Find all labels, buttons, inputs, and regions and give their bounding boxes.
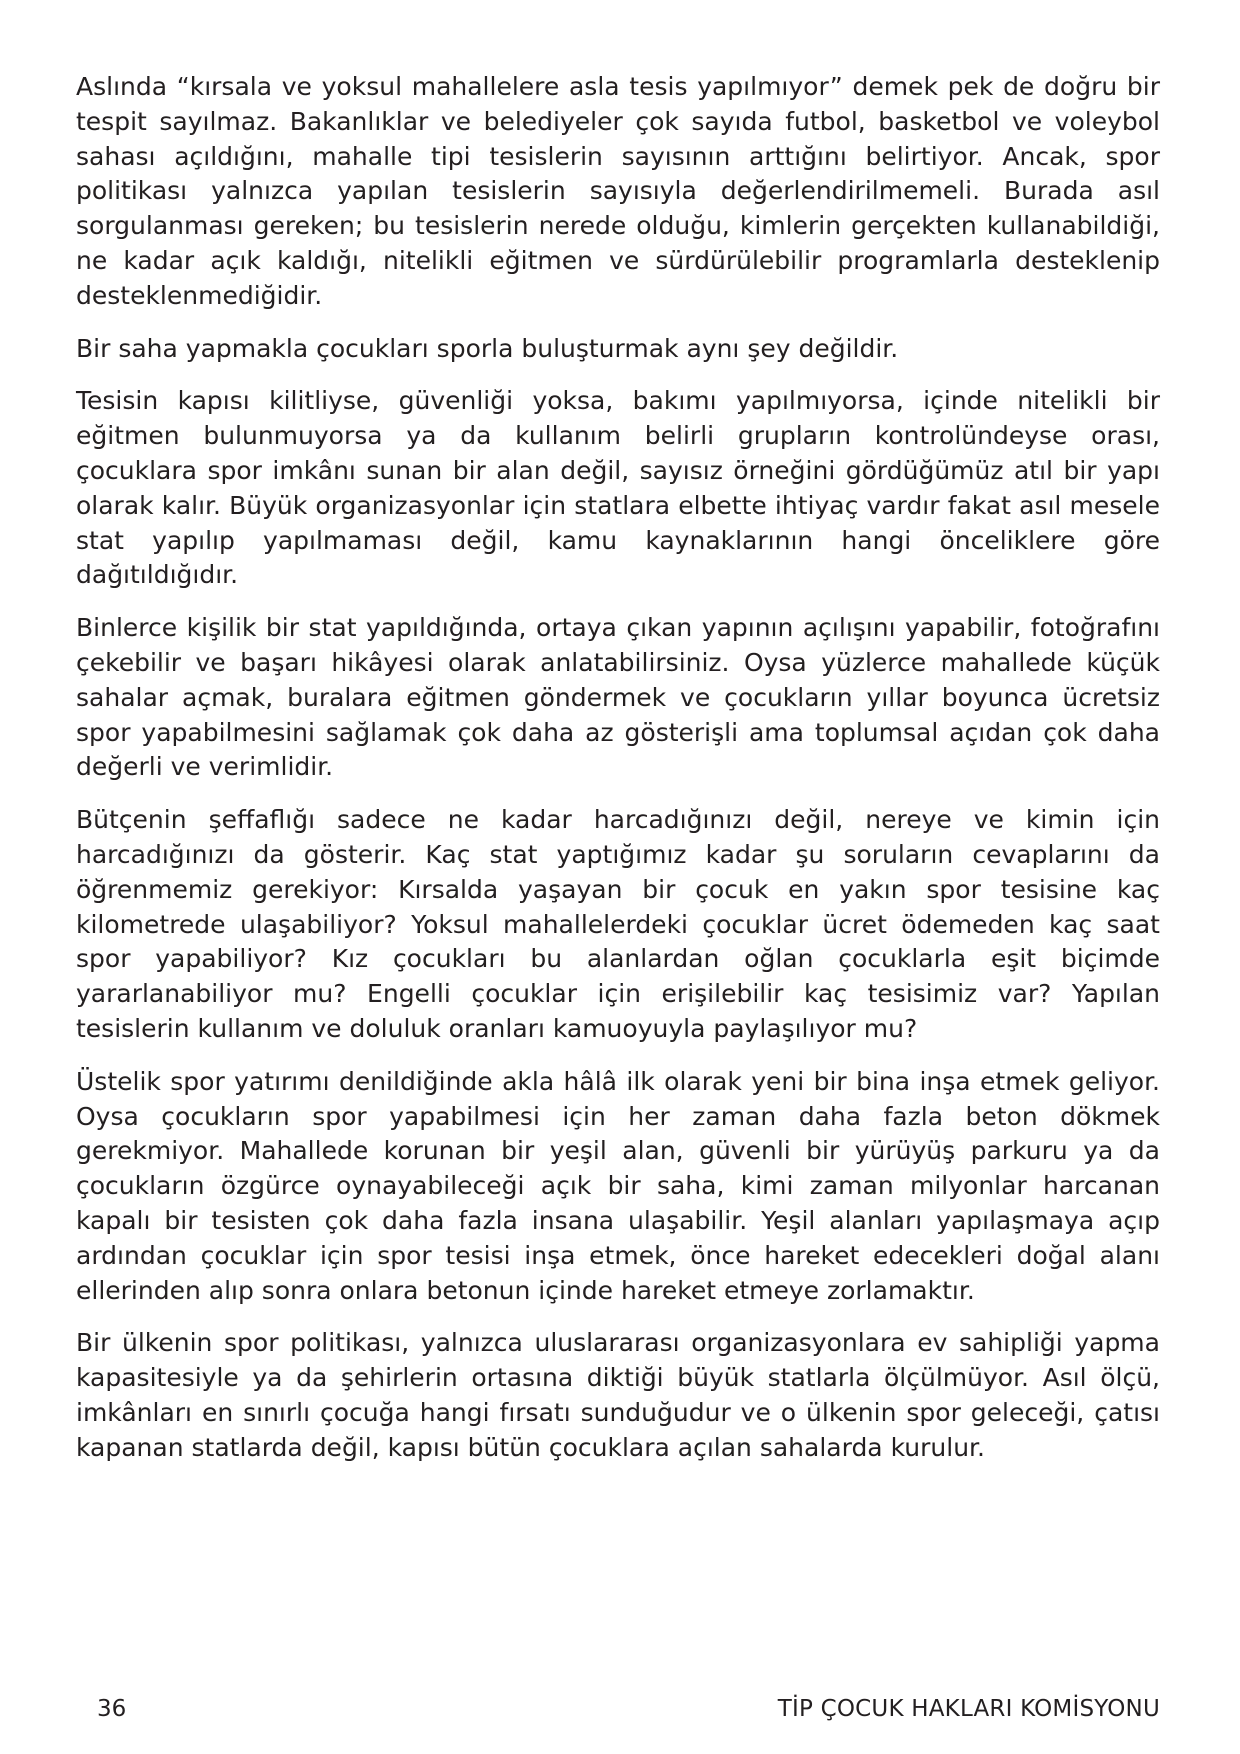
paragraph-1: Aslında “kırsala ve yoksul mahallelere asla tesis yapılmıyor” demek pek de doğru bir tespit sayılmaz. Bakanlıklar ve belediyeler çok sayıda futbol, basketbol ve voleybol sahası açıldığını, mahalle tipi tesislerin sayısının arttığını belirtiyor. Ancak, spor politikası yalnızca yapılan tesislerin sayısıyla değerlendirilmemeli. Burada asıl sorgulanması gereken; bu tesislerin nerede olduğu, kimlerin gerçekten kullanabildiği, ne kadar açık kaldığı, nitelikli eğitmen ve sürdürülebilir programlarla desteklenip desteklenmediğidir. [76,72,1160,310]
paragraph-6: Üstelik spor yatırımı denildiğinde akla hâlâ ilk olarak yeni bir bina inşa etmek geliyor. Oysa çocukların spor yapabilmesi için her zaman daha fazla beton dökmek gerekmiyor. Mahallede korunan bir yeşil alan, güvenli bir yürüyüş parkuru ya da çocukların özgürce oynayabileceği açık bir saha, kimi zaman milyonlar harcanan kapalı bir tesisten çok daha fazla insana ulaşabilir. Yeşil alanları yapılaşmaya açıp ardından çocuklar için spor tesisi inşa etmek, önce hareket edecekleri doğal alanı ellerinden alıp sonra onlara betonun içinde hareket etmeye zorlamaktır. [76,1066,1160,1305]
paragraph-7: Bir ülkenin spor politikası, yalnızca uluslararası organizasyonlara ev sahipliği yapma kapasitesiyle ya da şehirlerin ortasına diktiği büyük statlarla ölçülmüyor. Asıl ölçü, imkânları en sınırlı çocuğa hangi fırsatı sunduğudur ve o ülkenin spor geleceği, çatısı kapanan statlarda değil, kapısı bütün çocuklara açılan sahalarda kurulur. [76,1328,1160,1462]
paragraph-2: Bir saha yapmakla çocukları sporla buluşturmak aynı şey değildir. [76,333,899,363]
page-number: 36 [97,1696,127,1722]
footer-publication-title: TİP ÇOCUK HAKLARI KOMİSYONU [777,1696,1160,1722]
paragraph-5: Bütçenin şeffaflığı sadece ne kadar harcadığınızı değil, nereye ve kimin için harcadığınızı da gösterir. Kaç stat yaptığımız kadar şu soruların cevaplarını da öğrenmemiz gerekiyor: Kırsalda yaşayan bir çocuk en yakın spor tesisine kaç kilometrede ulaşabiliyor? Yoksul mahallelerdeki çocuklar ücret ödemeden kaç saat spor yapabiliyor? Kız çocukları bu alanlardan oğlan çocuklarla eşit biçimde yararlanabiliyor mu? Engelli çocuklar için erişilebilir kaç tesisimiz var? Yapılan tesislerin kullanım ve doluluk oranları kamuoyuyla paylaşılıyor mu? [76,805,1160,1043]
paragraph-3: Tesisin kapısı kilitliyse, güvenliği yoksa, bakımı yapılmıyorsa, içinde nitelikli bir eğitmen bulunmuyorsa ya da kullanım belirli grupların kontrolündeyse orası, çocuklara spor imkânı sunan bir alan değil, sayısız örneğini gördüğümüz atıl bir yapı olarak kalır. Büyük organizasyonlar için statlara elbette ihtiyaç vardır fakat asıl mesele stat yapılıp yapılmaması değil, kamu kaynaklarının hangi önceliklere göre dağıtıldığıdır. [76,386,1160,590]
document-body [76,70,1160,1483]
paragraph-4: Binlerce kişilik bir stat yapıldığında, ortaya çıkan yapının açılışını yapabilir, fotoğrafını çekebilir ve başarı hikâyesi olarak anlatabilirsiniz. Oysa yüzlerce mahallede küçük sahalar açmak, buralara eğitmen göndermek ve çocukların yıllar boyunca ücretsiz spor yapabilmesini sağlamak çok daha az gösterişli ama toplumsal açıdan çok daha değerli ve verimlidir. [76,613,1160,782]
